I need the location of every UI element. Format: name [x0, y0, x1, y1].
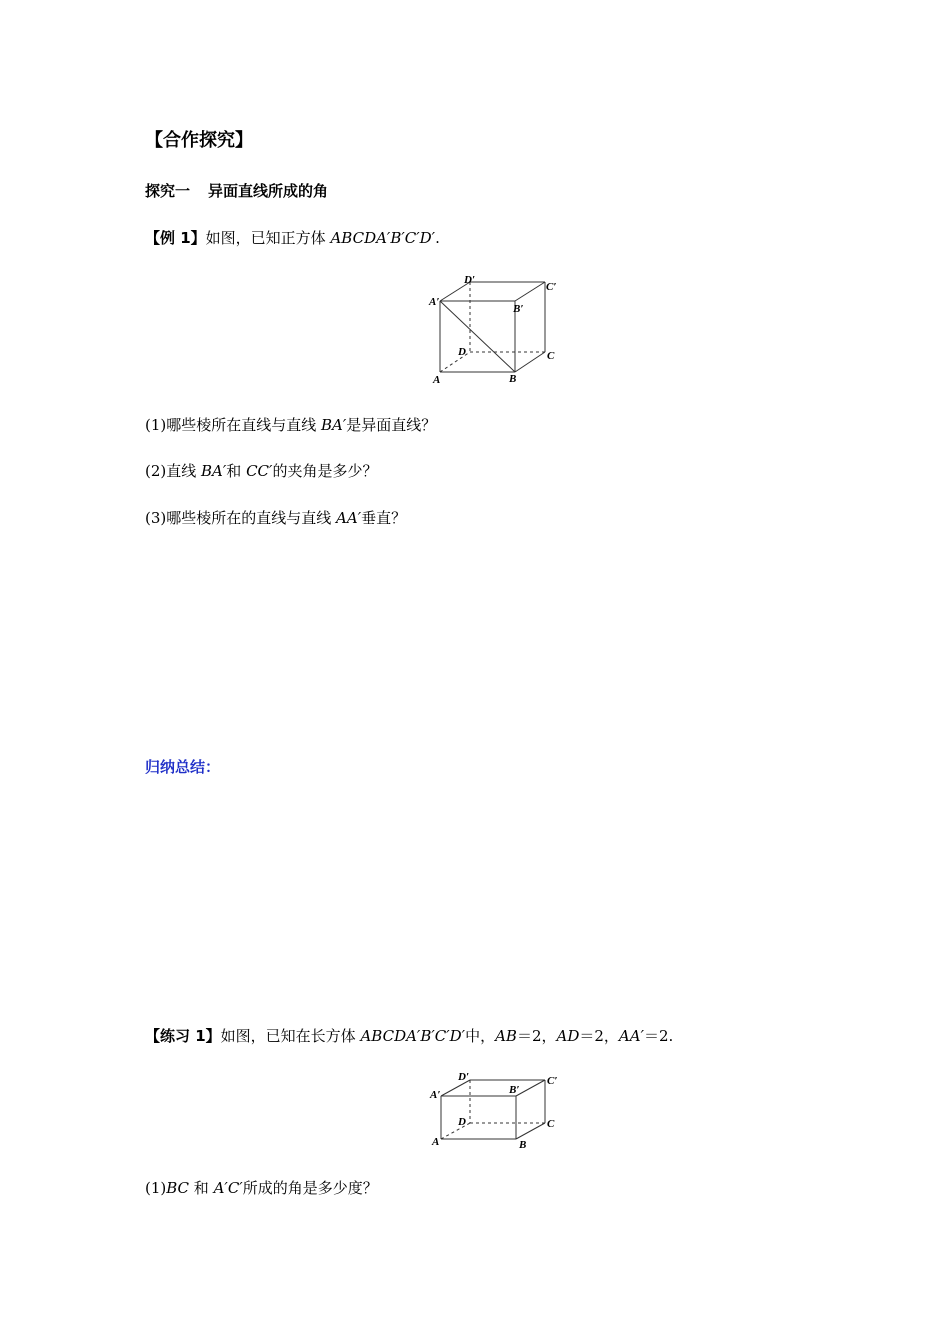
label-b: B [509, 373, 517, 385]
exercise1-eq2: ＝2， [579, 1027, 619, 1045]
ex-q1-math2: A′C′ [213, 1179, 243, 1197]
exercise1-question-1 [145, 1177, 378, 1198]
ex-q1-math: BC [166, 1179, 190, 1197]
q1-prefix: (1)哪些棱所在直线与直线 [145, 416, 322, 434]
q1-math: BA′ [321, 416, 347, 434]
exercise1-statement [145, 1025, 673, 1046]
exercise1-text: 如图，已知在长方体 [220, 1027, 361, 1045]
cuboid-figure [425, 1066, 565, 1154]
q3-prefix: (3)哪些棱所在的直线与直线 [145, 509, 337, 527]
ex-q1-prefix: (1) [145, 1179, 167, 1197]
exercise1-cond: 中， [465, 1027, 496, 1045]
cube-figure [425, 268, 565, 388]
label-d: D [458, 346, 466, 358]
example1-statement [145, 227, 440, 248]
exercise1-ab: AB [495, 1027, 517, 1045]
label-a: A [433, 374, 441, 386]
example1-question-2 [145, 460, 377, 481]
ex-q1-middle: 和 [189, 1179, 214, 1197]
ex-label-b: B [519, 1139, 527, 1151]
label-c-prime: C′ [546, 281, 557, 293]
ex-q1-suffix: 所成的角是多少度？ [242, 1179, 378, 1197]
label-d-prime: D′ [464, 274, 476, 286]
ex-label-d-prime: D′ [458, 1071, 470, 1083]
label-b-prime: B′ [513, 303, 524, 315]
example1-text: 如图，已知正方体 [205, 229, 331, 247]
q2-prefix: (2)直线 [145, 462, 202, 480]
subsection-heading: 异面直线所成的角 [208, 182, 329, 200]
q3-suffix: 垂直？ [361, 509, 407, 527]
example1-tag: 【例 1】 [145, 229, 206, 247]
ex-label-b-prime: B′ [509, 1084, 520, 1096]
example1-question-1 [145, 414, 436, 435]
ex-label-a: A [432, 1136, 440, 1148]
subsection-label: 探究一 [145, 182, 191, 200]
example1-solid-name: ABCDA′B′C′D′ [330, 229, 436, 247]
exercise1-solid-name: ABCDA′B′C′D′ [360, 1027, 466, 1045]
summary-label: 归纳总结： [145, 758, 221, 776]
section-title: 【合作探究】 [145, 130, 253, 151]
exercise1-aa: AA′ [618, 1027, 644, 1045]
q2-math: BA′ [201, 462, 227, 480]
ex-label-d: D [458, 1116, 466, 1128]
q2-math2: CC′ [246, 462, 273, 480]
exercise1-eq3: ＝2. [643, 1027, 674, 1045]
example1-text-end: . [435, 229, 440, 247]
exercise1-eq1: ＝2， [516, 1027, 557, 1045]
ex-label-c-prime: C′ [547, 1075, 558, 1087]
q3-math: AA′ [336, 509, 362, 527]
example1-question-3 [145, 507, 406, 528]
subsection-title [145, 180, 328, 201]
ex-label-c: C [547, 1118, 555, 1130]
label-c: C [547, 350, 555, 362]
q1-suffix: 是异面直线？ [346, 416, 437, 434]
exercise1-ad: AD [556, 1027, 580, 1045]
q2-suffix: 的夹角是多少？ [272, 462, 378, 480]
exercise1-tag: 【练习 1】 [145, 1027, 221, 1045]
ex-label-a-prime: A′ [430, 1089, 441, 1101]
q2-middle: 和 [226, 462, 247, 480]
label-a-prime: A′ [429, 296, 440, 308]
